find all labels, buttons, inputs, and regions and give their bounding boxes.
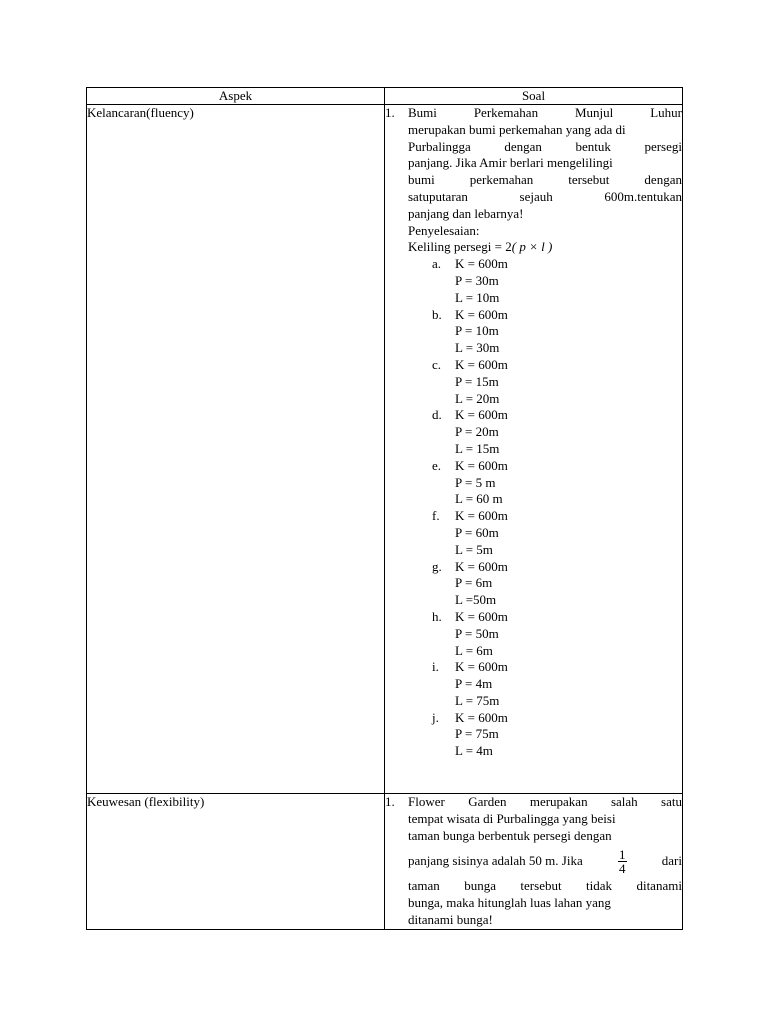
option-label: e. [432,457,442,473]
option-values [455,659,508,709]
word: Perkemahan [473,105,539,120]
word: Bumi [408,105,437,120]
option-item [432,710,682,760]
question-item [385,105,682,760]
word: persegi [644,138,682,154]
word: sejauh [519,188,553,204]
question-body [408,105,682,760]
option-value-line: P = 20m [455,424,499,440]
option-item [432,458,682,508]
word: tidak [586,878,613,894]
option-value-line: P = 5 m [455,474,496,490]
option-label: i. [432,659,439,675]
option-item [432,256,682,306]
option-values [455,458,508,508]
option-value-line: K = 600m [455,356,508,372]
word: tersebut [520,878,562,894]
word: Purbalingga [408,138,471,154]
option-value-line: L =50m [455,592,497,608]
option-value-line: L = 4m [455,743,493,759]
question-number: 1. [385,794,395,809]
word: satu [661,794,682,809]
option-label: d. [432,407,442,423]
question-line [408,105,682,122]
options-list [408,256,682,760]
option-label: f. [432,508,440,524]
line-text: panjang sisinya adalah 50 m. Jika [408,852,583,868]
option-value-line: P = 10m [455,323,499,339]
word: taman [408,878,440,894]
question-line: panjang dan lebarnya! [408,205,524,221]
word: Luhur [650,105,682,120]
header-soal: Soal [385,88,683,105]
option-item [432,357,682,407]
question-cell [385,105,683,794]
word: dengan [504,138,542,154]
option-item [432,609,682,659]
question-line [408,189,682,206]
aspect-cell: Kelancaran(fluency) [87,105,385,794]
aspect-cell: Keuwesan (flexibility) [87,794,385,930]
option-label: g. [432,558,442,574]
option-value-line: K = 600m [455,256,508,272]
option-value-line: K = 600m [455,558,508,574]
header-aspek: Aspek [87,88,385,105]
fraction [618,848,627,875]
word: salah [610,794,638,809]
question-line: ditanami bunga! [408,911,493,927]
question-line [408,172,682,189]
question-line: bunga, maka hitunglah luas lahan yang [408,895,611,911]
option-value-line: K = 600m [455,608,508,624]
option-label: h. [432,608,442,624]
header-row [87,88,683,105]
word: bentuk [575,138,611,154]
option-values [455,609,508,659]
question-line [408,794,682,811]
formula-prefix: Keliling persegi = 2 [408,239,512,255]
question-body [408,794,682,929]
option-value-line: K = 600m [455,457,508,473]
option-value-line: P = 60m [455,524,499,540]
option-value-line: L = 20m [455,390,500,406]
word: dengan [644,172,682,188]
option-values [455,508,508,558]
line-text: dari [661,852,682,868]
question-item [385,794,682,929]
question-line: panjang. Jika Amir berlari mengelilingi [408,155,613,171]
word: Munjul [574,105,614,120]
option-item [432,407,682,457]
option-value-line: K = 600m [455,407,508,423]
question-line: merupakan bumi perkemahan yang ada di [408,121,626,137]
option-value-line: P = 6m [455,575,493,591]
question-number: 1. [385,105,395,120]
question-cell [385,794,683,930]
table-row [87,105,683,794]
word: Garden [468,794,507,809]
option-item [432,307,682,357]
table-row [87,794,683,930]
document-table [86,87,683,930]
option-value-line: P = 15m [455,373,499,389]
option-value-line: K = 600m [455,306,508,322]
question-line [408,139,682,156]
word: perkemahan [469,172,534,188]
option-value-line: P = 30m [455,272,499,288]
option-values [455,357,508,407]
formula-math: ( p × l ) [511,239,553,255]
option-value-line: L = 6m [455,642,493,658]
word: merupakan [529,794,588,809]
option-values [455,256,508,306]
option-values [455,407,508,457]
option-values [455,710,508,760]
fraction-denominator: 4 [619,860,626,876]
word: Flower [408,794,445,809]
option-values [455,559,508,609]
word: tersebut [568,172,610,188]
option-value-line: L = 60 m [455,491,503,507]
option-value-line: L = 5m [455,541,493,557]
option-item [432,559,682,609]
question-line [408,844,682,878]
option-value-line: L = 75m [455,692,500,708]
option-item [432,659,682,709]
option-value-line: P = 75m [455,726,499,742]
option-value-line: K = 600m [455,659,508,675]
word: 600m.tentukan [604,188,682,204]
question-line: tempat wisata di Purbalingga yang beisi [408,810,616,826]
option-value-line: P = 4m [455,676,493,692]
option-value-line: K = 600m [455,508,508,524]
option-value-line: L = 30m [455,340,500,356]
question-line [408,878,682,895]
option-label: j. [432,709,439,725]
question-line: taman bunga berbentuk persegi dengan [408,827,612,843]
word: bunga [464,878,496,894]
option-item [432,508,682,558]
word: ditanami [636,878,682,894]
option-value-line: P = 50m [455,625,499,641]
word: bumi [408,172,435,188]
formula-line [408,239,682,256]
option-label: b. [432,306,442,322]
word: satuputaran [408,188,468,204]
option-value-line: K = 600m [455,709,508,725]
option-label: a. [432,256,442,272]
solution-label: Penyelesaian: [408,222,480,238]
option-value-line: L = 10m [455,289,500,305]
option-label: c. [432,356,442,372]
option-values [455,307,508,357]
option-value-line: L = 15m [455,440,500,456]
fraction-numerator: 1 [619,846,626,862]
